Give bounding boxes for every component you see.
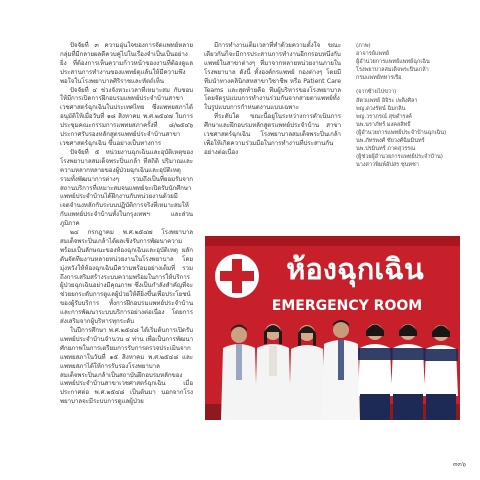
paragraph: ๒๔ กรกฎาคม พ.ศ.๒๕๔๗ โรงพยาบาลสมเด็จพระปิ่นเกล้าได้ผลเชิงรับการพัฒนาความพร้อมเป็นลักษณะของห้องฉุกเฉินและอุบัติเหตุ ผลักดันจัดทีมงานหลายหน่วยงานในโรงพยาบาล โดยมุ่งหวังให้ห้องฉุกเฉินมีความพร้อมอย่างเต็มที่ รวมถึงการเสริมสร้างระบบความพร้อมในการให้บริการผู้ป่วยฉุกเฉินอย่างมีคุณภาพ ซึ่งเป็นกำลังสำคัญที่จะช่วยยกระดับการดูแลผู้ป่วยให้ดียิ่งขึ้นเพื่อประโยชน์ของผู้รับบริการ ทั้งการฝึกอบรมแพทย์ประจำบ้านและการพัฒนาระบบบริการอย่างต่อเนื่อง โดยการส่งเสริมจากผู้บริหารทุกระดับ <box>60 229 193 326</box>
caption-line: (ภาพ) <box>356 43 371 49</box>
caption-line: (ผู้ช่วยผู้อำนวยการแพทย์ประจำบ้าน) <box>356 154 443 161</box>
paragraph: ปัจจัยที่ ๓ ความอุ่นใจของการจัดแพทย์หลายกลุ่มที่มีกลายผลดีควบคู่ไปในเรื่องจำเป็นเป็นอย่างยิ่ง ที่ต้องการเห็นความก้าวหน้าของงานที่ต้องดูแลประสานการทำงานของแพทย์ดุแล้นให้มีความพึงพอใจในโรงพยาบาลศิริราชและหัตถ์เห็น <box>60 42 193 85</box>
caption-line: กรมแพทย์ทหารเรือ <box>356 75 402 82</box>
caption-line: นพ.ภัทรพงศ์ ชัยวงศ์ฉิมมินทร์ <box>356 138 425 145</box>
paragraph: ปัจจัยที่ ๕ หน่วยงานฉุกเฉินและอุบัติเหตุของโรงพยาบาลสมเด็จพระปิ่นเกล้า ที่สถิติ ปริมาณและความหลากหลายของผู้ป่วยฉุกเฉินและอุบัติเหตุ รวมทั้งพัฒนาการต่างๆ รวมถึงเป็นที่ยอมรับจากสถานบริการที่เหมาะสมจนแพทย์จะเปิดรับนักศึกษาแพทย์ประจำบ้านได้ฝึกงานกับหน่วยงานด้วยมีเจตจำนงหลักกับระบบปฏิบัติการจริงที่เหมาะสมให้กับแพทย์ประจำบ้านทั้งในกรุงเทพฯ และส่วนภูมิภาค <box>60 148 193 228</box>
paragraph: ที่ระดับใด ขณะนี้อยู่ในระหว่างการดำเนินการศึกษาและฝึกอบรมหลักสูตรแพทย์ประจำบ้าน สาขาเวชศาสตร์ฉุกเฉิน โรงพยาบาลสมเด็จพระปิ่นเกล้า เพื่อให้เกิดความร่วมมือในการทำงานที่ประสานกันอย่างต่อเนื่อง <box>204 113 341 156</box>
article-column-left <box>60 42 193 407</box>
sign-thai: ห้องฉุกเฉิน <box>286 252 424 286</box>
caption-line: นพ.นราภัทร์ มงคลสิทธิ์ <box>356 121 411 128</box>
caption-line: พญ.ดวงรัตน์ ฉิมกลิ่น <box>356 105 406 112</box>
caption-line: พญ.วราภรณ์ สุขดำรงค์ <box>356 113 412 120</box>
caption-line: (ผู้อำนวยการแพทย์ประจำบ้านฉุกเฉิน) <box>356 129 447 136</box>
caption-line: ผู้อำนวยการแพทย์แพทย์ฉุกเฉิน <box>356 59 430 66</box>
article-column-middle <box>204 42 341 158</box>
paragraph: มีการทำงานเต็มเวลาที่ทำด้วยความตั้งใจ ขณะเดียวกันก็จะมีการประสานการทำงานอีกกรอบหนึ่งกับแพทย์ในสาขาต่างๆ ที่มาจากหลายหน่วยงานภายในโรงพยาบาล ดังนี้ ทั้งองค์กรแพทย์ กองต่างๆ โดยมีทีมนำทางคลินิกสหสาขาวิชาชีพ หรือ Patient Care Teams และสุดท้ายคือ ทีมผู้บริหารของโรงพยาบาล โดยจัดรูปแบบการทำงานร่วมกันจากสายตาแพทย์ทั้งในรูปแบบการกำหนดงานแบบเฉพาะ <box>204 42 341 112</box>
caption-line: นพ.ปรมินทร์ ภาคสุวรรณ <box>356 146 416 153</box>
caption-line: (จากซ้ายไปขวา) <box>356 89 397 96</box>
red-cross-icon <box>215 254 259 298</box>
caption-line: นางสาวพิมพ์อัปสร ชุนหชา <box>356 162 419 169</box>
caption-line: อาจารย์แพทย์ <box>356 51 389 58</box>
sign-english: EMERGENCY ROOM <box>271 298 423 314</box>
caption-line: สัตวแพทย์ อิจิระ เพลิงศิลา <box>356 97 418 104</box>
paragraph: ในปีการศึกษา พ.ศ.๒๕๔๘ ได้เริ่มต้นการเปิดรับแพทย์ประจำบ้านจำนวน ๔ ท่าน เพื่อเป็นการพัฒนาศักยภาพในการเตรียมการรับการตรวจประเมินจากแพทยสภาในวันที่ ๑๕ สิงหาคม พ.ศ.๒๕๔๘ และแพทยสภาได้ให้การรับรองโรงพยาบาลสมเด็จพระปิ่นเกล้าเป็นสถาบันฝึกอบรมหลักของแพทย์ประจำบ้านสาขาเวชศาสตร์ฉุกเฉิน เมื่อประกาศต่อ พ.ศ.๒๕๔๘ เป็นต้นมา นอกจากโรงพยาบาลจะมีระบบการดูแลผู้ป่วย <box>60 327 193 406</box>
photo-caption <box>356 42 456 169</box>
page-number: ๓๓๖ <box>452 460 466 468</box>
caption-line: โรงพยาบาลสมเด็จพระปิ่นเกล้า <box>356 67 429 74</box>
paragraph: ปัจจัยที่ ๔ ช่วงจังหวะเวลาที่เหมาะสม กับชอบให้มีการเปิดการฝึกอบรมแพทย์ประจำบ้านสาขาเวชศาสตร์ฉุกเฉินในประเทศไทย ซึ่งแพทยสภาได้อนุมัติให้เมื่อวันที่ ๑๘ สิงหาคม พ.ศ.๒๕๔๗ ในการประชุมคณะกรรมการแพทยสภาครั้งที่ ๘/๒๕๔๖ ประกาศรับรองหลักสูตรแพทย์ประจำบ้านสาขาเวชศาสตร์ฉุกเฉิน ขึ้นอย่างเป็นทางการ <box>60 86 193 147</box>
group-photo <box>205 236 460 420</box>
